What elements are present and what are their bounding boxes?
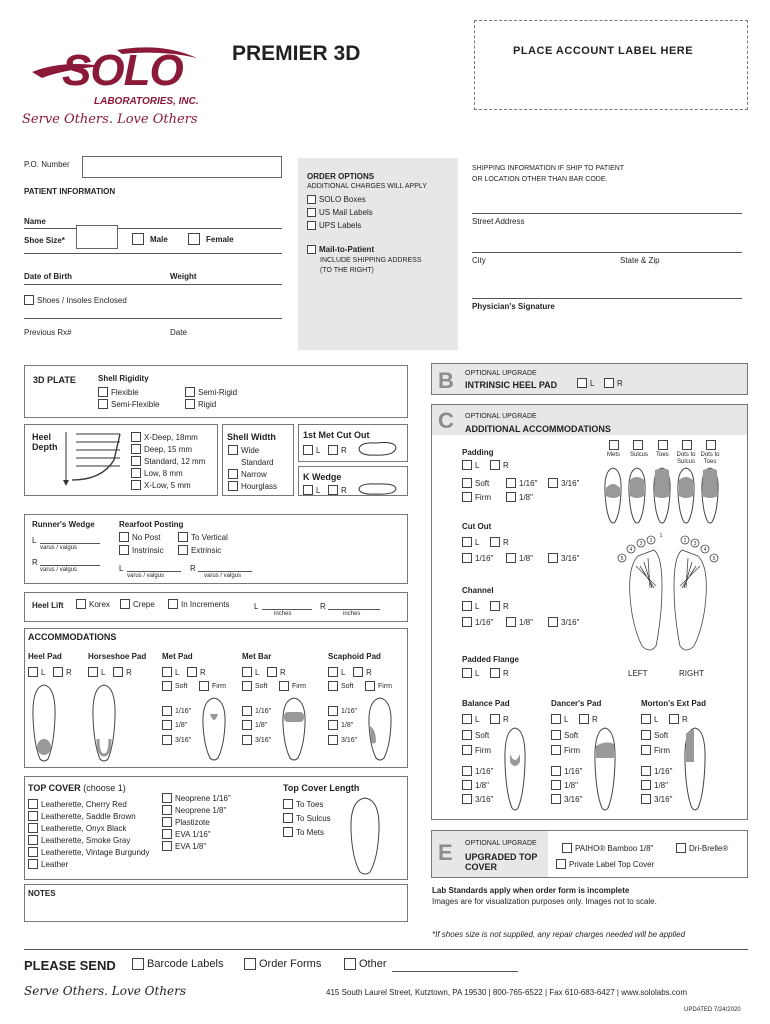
heel-lift-title: Heel Lift [32,601,64,610]
top-cover-choose: (choose 1) [83,783,126,793]
signature-label: Physician's Signature [472,302,555,311]
cutout-title: Cut Out [462,522,492,531]
rearfoot-intrinsic[interactable]: Instrinsic [119,545,164,555]
acc-met-pad: Met Pad [162,652,193,661]
toe-num-r5: 5 [712,556,716,562]
rigidity-rigid[interactable]: Rigid [185,399,216,409]
dancer-116[interactable]: 1/16" [551,766,582,776]
dancer-soft[interactable]: Soft [551,730,578,740]
width-narrow[interactable]: Narrow [228,469,267,479]
notes-section[interactable] [24,884,408,922]
balance-pad-title: Balance Pad [462,699,510,708]
heel-depth-title2: Depth [32,442,58,452]
runner-l-vv: varus / valgus [40,545,78,551]
dob-label: Date of Birth [24,272,72,281]
rigidity-semi-rigid[interactable]: Semi-Rigid [185,387,237,397]
padding-316[interactable]: 3/16" [548,478,579,488]
morton-pad-insole-icon [682,726,708,814]
rearfoot-no-post[interactable]: No Post [119,532,160,542]
kwedge-l[interactable]: L [303,485,320,495]
morton-firm[interactable]: Firm [641,745,670,755]
met-cut-icon [356,440,400,460]
morton-18[interactable]: 1/8" [641,780,668,790]
dancer-pad-insole-icon [592,726,618,814]
dob-line[interactable] [24,284,282,285]
runner-r: R [32,558,38,567]
acc-met-316[interactable]: 3/16" [162,735,191,745]
logo-wordmark: SOLO [62,46,183,95]
heel-lift-r-inches: inches [343,611,361,617]
shoe-size-input[interactable] [76,225,118,249]
mail-sub2: (TO THE RIGHT) [320,267,374,274]
ship-info1: SHIPPING INFORMATION IF SHIP TO PATIENT [472,165,625,172]
channel-116[interactable]: 1/16" [462,617,493,627]
channel-r[interactable]: R [490,601,509,611]
channel-316[interactable]: 3/16" [548,617,579,627]
runner-title: Runner's Wedge [32,520,95,529]
tc-leather[interactable]: Leather [28,859,68,869]
dancer-l[interactable]: L [551,714,568,724]
section-b-upgrade: OPTIONAL UPGRADE [465,370,537,377]
heel-lift-r-line[interactable] [328,609,380,610]
ship-info2: OR LOCATION OTHER THAN BAR CODE. [472,176,608,183]
logo [22,40,212,130]
morton-116[interactable]: 1/16" [641,766,672,776]
shoe-size-note: *If shoes size is not supplied, any repair charges needed will be applied [432,930,686,939]
e-dri-brelle[interactable]: Dri-Brelle® [676,843,728,853]
acc-scaph-316[interactable]: 3/16" [328,735,357,745]
heel-pad-b-r[interactable]: R [604,378,623,388]
rearfoot-r-vv: varus / valgus [204,573,242,579]
rearfoot-r-line[interactable] [198,571,252,572]
enclosed-line [24,318,282,319]
padding-dots-toes-cb[interactable] [706,440,719,450]
balance-l[interactable]: L [462,714,479,724]
acc-metbar-l[interactable]: L [242,667,259,677]
acc-metbar-316[interactable]: 3/16" [242,735,271,745]
heel-xdeep[interactable]: X-Deep, 18mm [131,432,198,442]
heel-standard[interactable]: Standard, 12 mm [131,456,205,466]
scaphoid-insole-icon [366,696,394,764]
channel-title: Channel [462,586,494,595]
e-private-label[interactable]: Private Label Top Cover [556,859,654,869]
feet-diagram [608,526,728,668]
order-options-title: ORDER OPTIONS [307,172,375,181]
send-divider [24,949,748,950]
rearfoot-l-vv: varus / valgus [127,573,165,579]
balance-soft[interactable]: Soft [462,730,489,740]
section-c-title: ADDITIONAL ACCOMMODATIONS [465,424,611,434]
runner-l-line[interactable] [40,543,100,544]
flange-r[interactable]: R [490,668,509,678]
tcl-mets[interactable]: To Mets [283,827,324,837]
name-label: Name [24,217,46,226]
tc-neo18[interactable]: Neoprene 1/8" [162,805,226,815]
send-other-line[interactable] [392,971,518,972]
toe-num-l5: 5 [620,556,624,562]
street-label: Street Address [472,217,525,226]
top-cover-title [28,783,126,793]
dancer-316[interactable]: 3/16" [551,794,582,804]
met-bar-insole-icon [280,696,308,764]
tcl-toes[interactable]: To Toes [283,799,323,809]
heel-depth-diagram [62,430,128,490]
acc-met-soft[interactable]: Soft [162,681,187,691]
toe-num-l3: 3 [639,541,643,547]
met-pad-insole-icon [200,696,228,764]
toe-num-r3: 3 [693,541,697,547]
kwedge-r[interactable]: R [328,485,347,495]
po-label: P.O. Number [24,160,70,169]
balance-18[interactable]: 1/8" [462,780,489,790]
section-c-upgrade: OPTIONAL UPGRADE [465,413,537,420]
acc-scaph-soft[interactable]: Soft [328,681,353,691]
col-sulcus: Sulcus [630,452,649,458]
shell-width-title: Shell Width [227,432,276,442]
acc-title: ACCOMMODATIONS [28,632,117,642]
dancer-r[interactable]: R [579,714,598,724]
rearfoot-extrinsic[interactable]: Extrinsic [178,545,221,555]
acc-met-18[interactable]: 1/8" [162,720,187,730]
heel-pad-b-l[interactable]: L [577,378,594,388]
weight-label: Weight [170,272,197,281]
section-e-letter: E [438,840,453,865]
street-line-top [472,213,742,214]
col-toes: Toes [656,452,669,458]
footer-slogan: Serve Others. Love Others [24,984,187,998]
section-b-letter: B [438,368,454,393]
rearfoot-r: R [190,564,196,573]
acc-heel-l[interactable]: L [28,667,45,677]
morton-soft[interactable]: Soft [641,730,668,740]
padding-title: Padding [462,448,494,457]
acc-horse-r[interactable]: R [113,667,132,677]
tc-cherry[interactable]: Leatherette, Cherry Red [28,799,127,809]
images-disclaimer: Images are for visualization purposes only. Images not to scale. [432,897,657,906]
send-order-forms[interactable]: Order Forms [244,958,321,970]
met-cut-title: 1st Met Cut Out [303,430,370,440]
cutout-18[interactable]: 1/8" [506,553,533,563]
morton-316[interactable]: 3/16" [641,794,672,804]
acc-scaph-r[interactable]: R [353,667,372,677]
acc-scaph-18[interactable]: 1/8" [328,720,353,730]
female-checkbox[interactable]: Female [188,233,234,245]
lab-standards: Lab Standards apply when order form is incomplete [432,886,630,895]
state-label: State & Zip [620,256,660,265]
send-barcode[interactable]: Barcode Labels [132,958,223,970]
col-mets: Mets [607,452,621,458]
notes-label: NOTES [28,889,56,898]
balance-pad-insole-icon [502,726,528,814]
morton-l[interactable]: L [641,714,658,724]
tc-saddle[interactable]: Leatherette, Saddle Brown [28,811,136,821]
section-c-letter: C [438,408,454,433]
left-label: LEFT [628,669,648,678]
section-e-title2: COVER [465,862,498,872]
channel-18[interactable]: 1/8" [506,617,533,627]
balance-116[interactable]: 1/16" [462,766,493,776]
po-input[interactable] [82,156,282,178]
heel-deep[interactable]: Deep, 15 mm [131,444,192,454]
plate-title: 3D PLATE [33,375,76,385]
e-paiho[interactable]: PAIHO® Bamboo 1/8" [562,843,653,853]
order-opt-us-mail[interactable]: US Mail Labels [307,208,373,217]
padding-mets-cb[interactable] [609,440,622,450]
toe-num-r2: 2 [683,538,687,544]
kwedge-title: K Wedge [303,472,342,482]
patient-info-header: PATIENT INFORMATION [24,187,116,196]
acc-metbar-r[interactable]: R [267,667,286,677]
acc-metbar-firm[interactable]: Firm [279,681,306,691]
flange-title: Padded Flange [462,655,519,664]
col-dots-toes: Dots to Toes [700,452,720,465]
toe-num-l1: 1 [659,533,663,539]
section-e-upgrade: OPTIONAL UPGRADE [465,840,537,847]
account-label-area [474,20,748,110]
mail-sub1: INCLUDE SHIPPING ADDRESS [320,257,422,264]
morton-pad-title: Morton's Ext Pad [641,699,707,708]
right-label: RIGHT [679,669,704,678]
tc-eva18[interactable]: EVA 1/8" [162,841,206,851]
street-line[interactable] [472,252,742,253]
balance-firm[interactable]: Firm [462,745,491,755]
runner-l: L [32,536,37,545]
top-cover-length-title: Top Cover Length [283,783,360,793]
heel-low[interactable]: Low, 8 mm [131,468,183,478]
top-cover-insole-icon [348,796,382,878]
heel-lift-l-inches: inches [274,611,292,617]
heel-lift-r: R [320,602,326,611]
male-checkbox[interactable]: Male [132,233,168,245]
top-cover-label: TOP COVER [28,783,81,793]
col-dots-sulcus: Dots to Sulcus [676,452,696,465]
met-cut-r[interactable]: R [328,445,347,455]
horseshoe-insole-icon [90,683,118,765]
tc-burgundy[interactable]: Leatherette, Vintage Burgundy [28,847,149,857]
acc-heel-r[interactable]: R [53,667,72,677]
city-label: City [472,256,486,265]
padding-r[interactable]: R [490,460,509,470]
dancer-18[interactable]: 1/8" [551,780,578,790]
acc-met-firm[interactable]: Firm [199,681,226,691]
runner-r-vv: varus / valgus [40,567,78,573]
channel-l[interactable]: L [462,601,479,611]
heel-xlow[interactable]: X-Low, 5 mm [131,480,191,490]
acc-met-l[interactable]: L [162,667,179,677]
account-label-text: PLACE ACCOUNT LABEL HERE [513,45,694,57]
width-standard[interactable]: Standard [241,457,274,467]
padding-sulcus-cb[interactable] [633,440,646,450]
heel-lift-crepe[interactable]: Crepe [120,599,155,609]
heel-depth-title1: Heel [32,432,52,442]
cutout-116[interactable]: 1/16" [462,553,493,563]
padding-dots-sulcus-cb[interactable] [682,440,695,450]
acc-met-r[interactable]: R [187,667,206,677]
tc-onyx[interactable]: Leatherette, Onyx Black [28,823,126,833]
logo-slogan: Serve Others. Love Others [22,112,198,127]
rearfoot-l-line[interactable] [127,571,181,572]
tc-eva116[interactable]: EVA 1/16" [162,829,211,839]
order-opt-ups[interactable]: UPS Labels [307,221,361,230]
acc-metbar-18[interactable]: 1/8" [242,720,267,730]
shoe-size-label: Shoe Size* [24,236,65,245]
dancer-pad-title: Dancer's Pad [551,699,602,708]
acc-horseshoe: Horseshoe Pad [88,652,147,661]
section-e-title1: UPGRADED TOP [465,852,538,862]
padding-soft[interactable]: Soft [462,478,489,488]
dancer-firm[interactable]: Firm [551,745,580,755]
rigidity-semi-flexible[interactable]: Semi-Flexible [98,399,159,409]
width-hourglass[interactable]: Hourglass [228,481,277,491]
order-opt-mail-to-patient[interactable]: Mail-to-Patient [307,245,374,254]
rearfoot-title: Rearfoot Posting [119,520,184,529]
acc-scaph-firm[interactable]: Firm [365,681,392,691]
heel-lift-increments[interactable]: In Increments [168,599,229,609]
logo-sub: LABORATORIES, INC. [94,96,199,107]
acc-metbar-116[interactable]: 1/16" [242,706,271,716]
acc-scaphoid: Scaphoid Pad [328,652,381,661]
enclosed-checkbox[interactable]: Shoes / Insoles Enclosed [24,295,127,305]
rigidity-flexible[interactable]: Flexible [98,387,139,397]
acc-scaph-l[interactable]: L [328,667,345,677]
rearfoot-vertical[interactable]: To Vertical [178,532,228,542]
morton-r[interactable]: R [669,714,688,724]
padding-firm[interactable]: Firm [462,492,491,502]
tc-neo116[interactable]: Neoprene 1/16" [162,793,231,803]
page-title: PREMIER 3D [232,42,361,65]
flange-l[interactable]: L [462,668,479,678]
tc-plastizote[interactable]: Plastizote [162,817,210,827]
order-options-sub: ADDITIONAL CHARGES WILL APPLY [307,183,427,190]
acc-met-116[interactable]: 1/16" [162,706,191,716]
width-wide[interactable]: Wide [228,445,259,455]
acc-heel-pad: Heel Pad [28,652,62,661]
heel-lift-l-line[interactable] [262,609,312,610]
met-cut-l[interactable]: L [303,445,320,455]
heel-lift-korex[interactable]: Korex [76,599,110,609]
date-label: Date [170,328,187,337]
acc-met-bar: Met Bar [242,652,272,661]
cutout-316[interactable]: 3/16" [548,553,579,563]
toe-num-r4: 4 [703,547,707,553]
prev-rx-label: Previous Rx# [24,328,72,337]
heel-lift-l: L [254,602,259,611]
heel-pad-insole-icon [30,683,58,765]
toe-num-l4: 4 [629,547,633,553]
city-line[interactable] [472,298,742,299]
shoe-line [24,253,282,254]
acc-metbar-soft[interactable]: Soft [242,681,267,691]
padding-18[interactable]: 1/8" [506,492,533,502]
footer-address: 415 South Laurel Street, Kutztown, PA 19530 | 800-765-6522 | Fax 610-683-6427 | www.sololabs.com [326,988,687,997]
order-opt-solo-boxes[interactable]: SOLO Boxes [307,195,366,204]
acc-scaph-116[interactable]: 1/16" [328,706,357,716]
tc-smoke[interactable]: Leatherette, Smoke Gray [28,835,130,845]
padding-l[interactable]: L [462,460,479,470]
footer-updated: UPDATED 7/24/2020 [684,1007,741,1013]
runner-r-line[interactable] [40,565,100,566]
cutout-l[interactable]: L [462,537,479,547]
name-line[interactable] [24,228,282,229]
please-send-title: PLEASE SEND [24,958,116,973]
acc-horse-l[interactable]: L [88,667,105,677]
kwedge-icon [356,481,400,499]
section-b-title: INTRINSIC HEEL PAD [465,380,558,390]
shell-rigidity-label: Shell Rigidity [98,374,149,383]
cutout-r[interactable]: R [490,537,509,547]
balance-r[interactable]: R [490,714,509,724]
padding-insoles-icon [602,466,726,528]
rearfoot-l: L [119,564,124,573]
tcl-sulcus[interactable]: To Sulcus [283,813,331,823]
balance-316[interactable]: 3/16" [462,794,493,804]
toe-num-l2: 2 [649,538,653,544]
send-other[interactable]: Other [344,958,387,970]
padding-116[interactable]: 1/16" [506,478,537,488]
padding-toes-cb[interactable] [658,440,671,450]
